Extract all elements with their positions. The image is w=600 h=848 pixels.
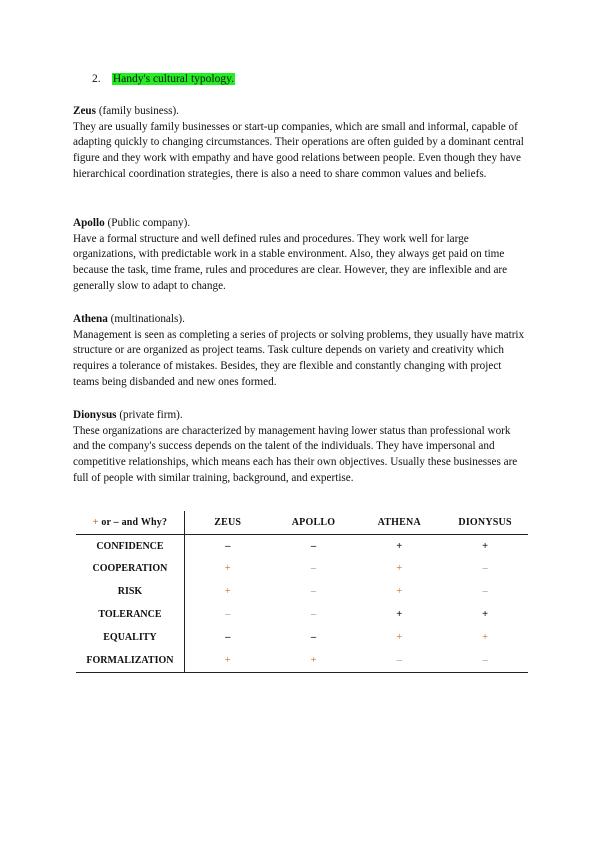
row-label-equality: EQUALITY	[76, 626, 184, 649]
table-row	[76, 580, 528, 603]
cell-cooperation-dionysus: –	[482, 563, 488, 575]
section-dionysus	[73, 408, 529, 487]
header-cell-criteria	[76, 511, 184, 534]
cell-equality-athena: +	[396, 631, 403, 643]
row-label-confidence: CONFIDENCE	[76, 534, 184, 557]
culture-comparison-table	[76, 511, 528, 673]
section-name: Apollo	[73, 217, 105, 229]
cell-confidence-zeus: –	[225, 540, 231, 552]
table-row	[76, 558, 528, 581]
cell-risk-dionysus: –	[482, 586, 488, 598]
cell-tolerance-apollo: –	[310, 609, 317, 621]
section-heading	[92, 71, 235, 87]
cell-risk-athena: +	[396, 586, 403, 598]
cell-cooperation-zeus: +	[224, 563, 231, 575]
section-subtitle: (family business).	[96, 105, 179, 117]
section-body: Have a formal structure and well defined rules and procedures. They work well for large organizations, with predictable work in a stable environment. Also, they always get paid on time because the task, time frame, rules and procedures are clear. However, they are inflexible and are generally slow to adapt to change.	[73, 232, 508, 292]
cell-formalization-apollo: +	[310, 654, 317, 666]
table-row	[76, 626, 528, 649]
section-athena	[73, 312, 529, 391]
table-body	[76, 534, 528, 672]
section-body: They are usually family businesses or start-up companies, which are small and informal, capable of adapting quickly to changing circumstances. Their operations are often guided by a dominant central figure and they work with empathy and have good relations between people. Even though they have hierarchical coordination strategies, there is also a need to share common values and beliefs.	[73, 120, 524, 180]
cell-risk-zeus: +	[224, 586, 231, 598]
cell-cooperation-apollo: –	[310, 563, 317, 575]
header-plus-sign: +	[92, 516, 99, 528]
section-title	[73, 104, 529, 120]
row-label-risk: RISK	[76, 580, 184, 603]
section-title	[73, 408, 529, 424]
cell-tolerance-zeus: –	[225, 609, 231, 621]
row-label-cooperation: COOPERATION	[76, 558, 184, 581]
cell-cooperation-athena: +	[396, 563, 403, 575]
heading-title-highlighted: Handy's cultural typology.	[112, 73, 234, 85]
section-subtitle: (Public company).	[104, 217, 191, 229]
heading-number: 2.	[92, 73, 101, 85]
header-criteria-text: or – and Why?	[101, 516, 168, 528]
cell-confidence-apollo: –	[310, 540, 317, 552]
header-cell-dionysus: DIONYSUS	[458, 516, 512, 528]
section-subtitle: (private firm).	[116, 409, 183, 421]
section-name: Athena	[73, 313, 108, 325]
header-cell-zeus: ZEUS	[214, 516, 242, 528]
section-body: These organizations are characterized by management having lower status than professional work and the company's success depends on the talent of the individuals. They have impersonal and competitive relationships, which means each has their own objectives. Usually these businesses are full of people with similar training, background, and expertise.	[73, 424, 518, 484]
section-name: Zeus	[73, 105, 97, 117]
section-subtitle: (multinationals).	[107, 313, 185, 325]
cell-equality-zeus: –	[225, 631, 231, 643]
cell-equality-dionysus: +	[482, 631, 489, 643]
cell-tolerance-dionysus: +	[482, 609, 489, 621]
header-cell-apollo: APOLLO	[291, 516, 336, 528]
cell-formalization-dionysus: –	[482, 654, 488, 666]
cell-tolerance-athena: +	[396, 609, 403, 621]
cell-confidence-athena: +	[396, 540, 403, 552]
row-label-formalization: FORMALIZATION	[76, 649, 184, 672]
table-row	[76, 649, 528, 672]
header-cell-athena: ATHENA	[377, 516, 421, 528]
section-title	[73, 216, 529, 232]
section-apollo	[73, 216, 529, 295]
table-header-row	[76, 511, 528, 534]
row-label-tolerance: TOLERANCE	[76, 603, 184, 626]
section-zeus	[73, 104, 529, 183]
cell-formalization-zeus: +	[224, 654, 231, 666]
section-name: Dionysus	[73, 409, 117, 421]
table-row	[76, 603, 528, 626]
section-title	[73, 312, 529, 328]
cell-confidence-dionysus: +	[482, 540, 489, 552]
section-body: Management is seen as completing a series of projects or solving problems, they usually have matrix structure or are organized as project teams. Task culture depends on variety and creativity which requires a tolerance of mistakes. Besides, they are flexible and constantly changing with project teams being disbanded and new ones formed.	[73, 328, 525, 388]
cell-formalization-athena: –	[396, 654, 402, 666]
table-row	[76, 534, 528, 557]
cell-risk-apollo: –	[310, 586, 317, 598]
cell-equality-apollo: –	[310, 631, 317, 643]
